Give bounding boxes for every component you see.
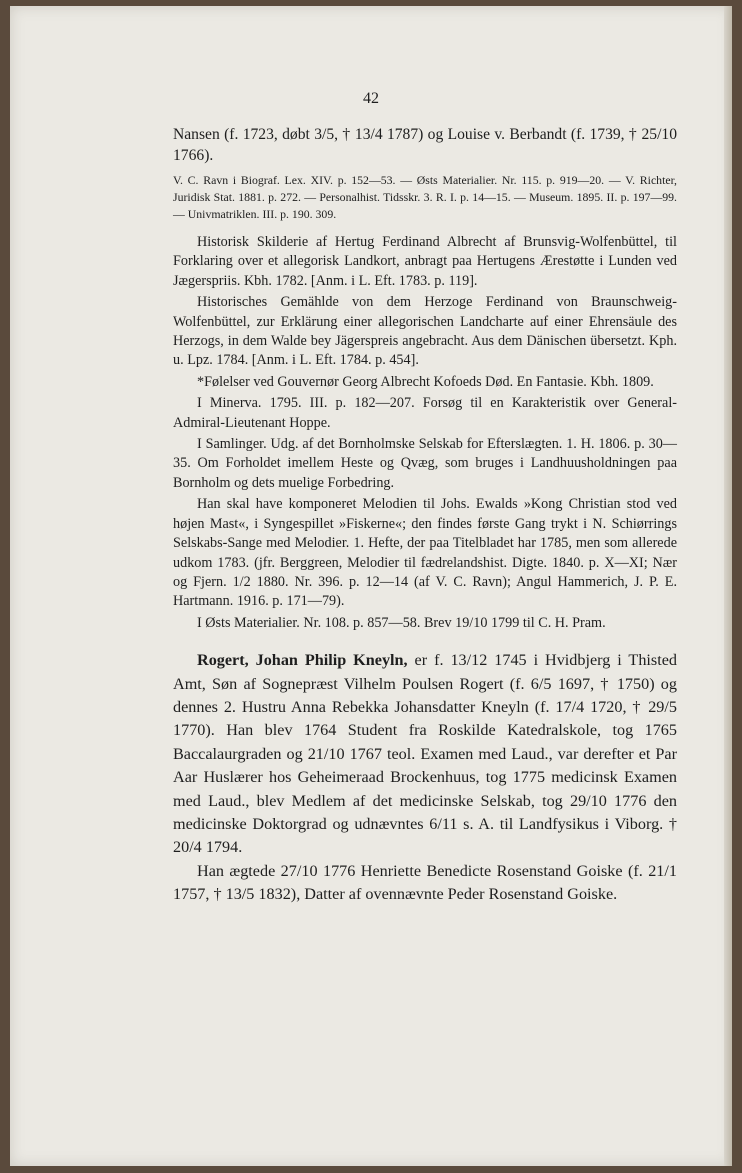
page-body [173,124,677,907]
work-paragraph: Historisches Gemählde von dem Herzoge Ferdinand von Braunschweig-Wolfenbüttel, zur Erklärung einer allegorischen Landcharte auf einer Ehrensäule des Herzogs, in dem Walde bey Jägerspreis angebracht. Aus dem Dänischen übersetzt. Kph. u. Lpz. 1784. [Anm. i L. Eft. 1784. p. 454]. [173,294,677,369]
page-edge [724,6,732,1166]
page-number: 42 [363,90,379,107]
nansen-entry-lead: Nansen (f. 1723, døbt 3/5, † 13/4 1787) og Louise v. Berbandt (f. 1739, † 25/10 1766). [173,126,677,164]
work-paragraph: Han skal have komponeret Melodien til Johs. Ewalds »Kong Christian stod ved højen Mast«, i Syngespillet »Fiskerne«; den findes første Gang trykt i N. Schiørrings Selskabs-Sange med Melodier. 1. Hefte, der paa Titelbladet har 1785, men som allerede udkom 1783. (jfr. Berggreen, Melodier til fædrelandshist. Digte. 1840. p. X—XI; Nær og Fjern. 1/2 1880. Nr. 396. p. 12—14 (af V. C. Ravn); Angul Hammerich, J. P. E. Hartmann. 1916. p. 171—79). [173,496,677,610]
work-paragraph: *Følelser ved Gouvernør Georg Albrecht Kofoeds Død. En Fantasie. Kbh. 1809. [197,373,654,390]
rogert-marriage: Han ægtede 27/10 1776 Henriette Benedicte Rosenstand Goiske (f. 21/1 1757, † 13/5 1832), Datter af ovennævnte Peder Rosenstand Goiske. [173,861,677,904]
work-paragraph: I Østs Materialier. Nr. 108. p. 857—58. Brev 19/10 1799 til C. H. Pram. [197,614,606,631]
nansen-sources: V. C. Ravn i Biograf. Lex. XIV. p. 152—53. — Østs Materialier. Nr. 115. p. 919—20. — V. Richter, Juridisk Stat. 1881. p. 272. — Personalhist. Tidsskr. 3. R. I. p. 14—15. — Museum. 1895. II. p. 197—99. — Univmatriklen. III. p. 190. 309. [173,173,677,221]
work-paragraph: Historisk Skilderie af Hertug Ferdinand Albrecht af Brunsvig-Wolfenbüttel, til Forklaring over et allegorisk Landkort, anbragt paa Hertugens Ærestøtte i Lunden ved Jægerspriis. Kbh. 1782. [Anm. i L. Eft. 1783. p. 119]. [173,234,677,289]
rogert-body: er f. 13/12 1745 i Hvidbjerg i Thisted Amt, Søn af Sognepræst Vilhelm Poulsen Rogert (f. 6/5 1697, † 1750) og dennes 2. Hustru Anna Rebekka Johansdatter Kneyln (f. 17/4 1720, † 29/5 1770). Han blev 1764 Student fra Roskilde Katedralskole, tog 1765 Baccalaurgraden og 21/10 1767 teol. Examen med Laud., var derefter et Par Aar Huslærer hos Geheimeraad Brockenhuus, tog 1775 medicinsk Examen med Laud., blev Medlem af det medicinske Selskab, tog 29/10 1776 den medicinske Doktorgrad og udnævntes 6/11 s. A. til Landfysikus i Viborg. † 20/4 1794. [173,651,677,857]
rogert-name: Rogert, Johan Philip Kneyln, [197,651,408,670]
book-page [10,6,732,1166]
rogert-entry [173,649,677,860]
work-paragraph: I Samlinger. Udg. af det Bornholmske Selskab for Efterslægten. 1. H. 1806. p. 30—35. Om Forholdet imellem Heste og Qvæg, som bruges i Landhuusholdningen paa Bornholm og dets muelige Forbedring. [173,436,677,491]
work-paragraph: I Minerva. 1795. III. p. 182—207. Forsøg til en Karakteristik over General-Admiral-Lieutenant Hoppe. [173,395,677,431]
